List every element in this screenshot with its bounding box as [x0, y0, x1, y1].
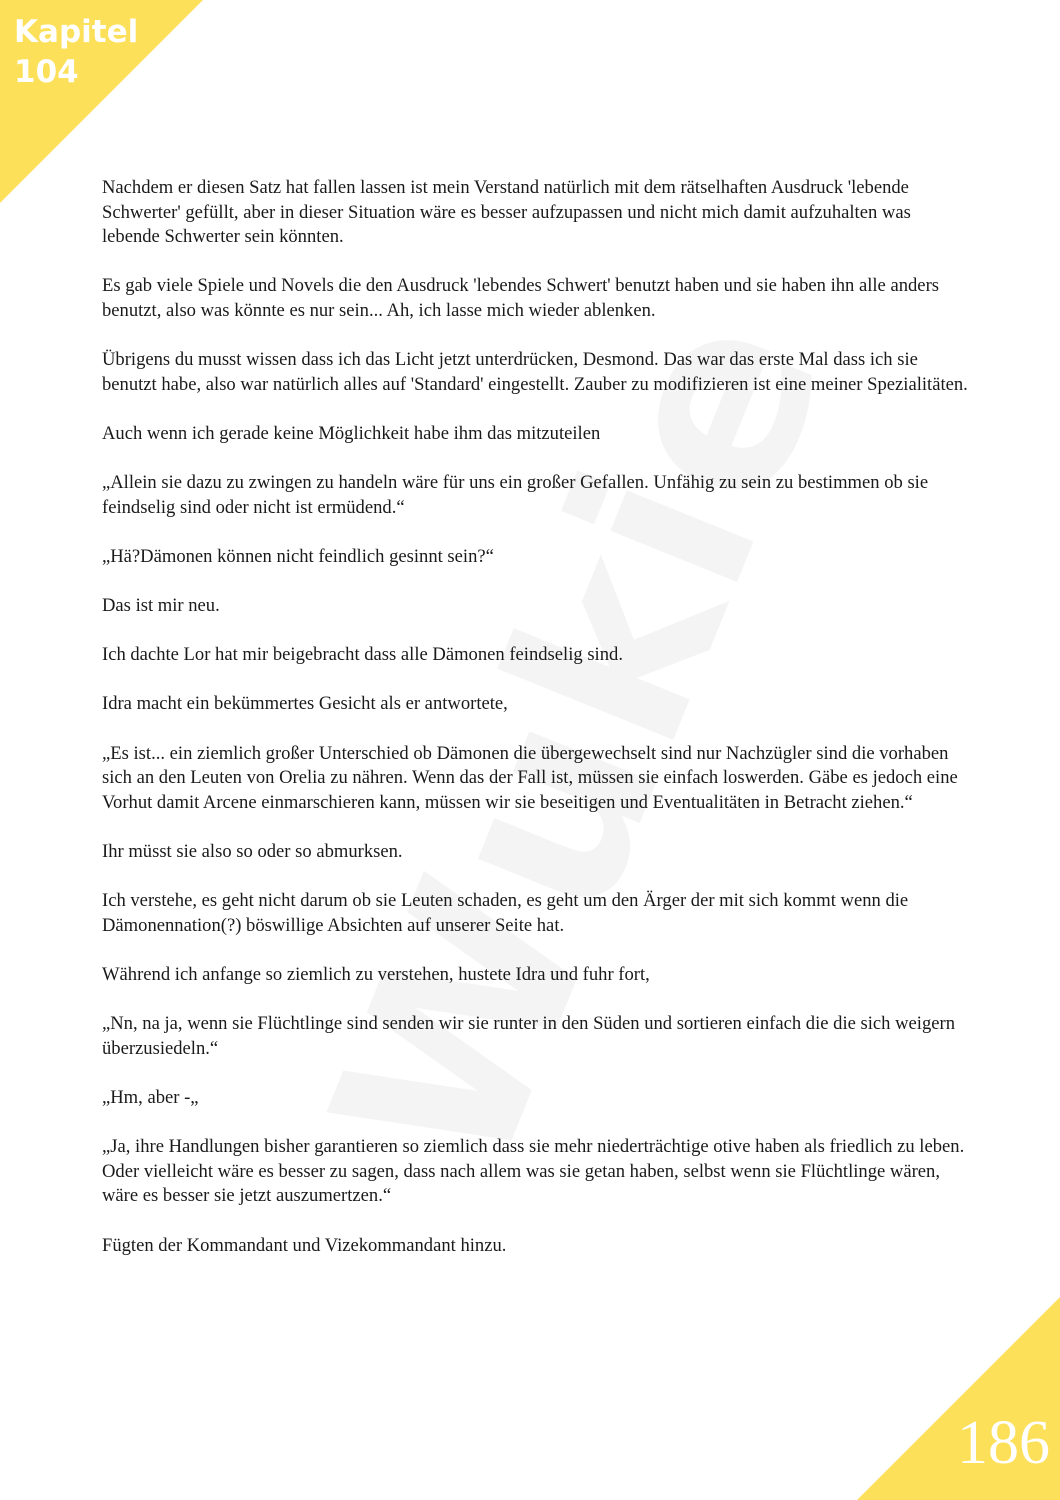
paragraph: Fügten der Kommandant und Vizekommandant hinzu.	[102, 1234, 507, 1256]
chapter-number: 104	[14, 54, 79, 90]
paragraph: „Nn, na ja, wenn sie Flüchtlinge sind senden wir sie runter in den Süden und sortieren einfach die die sich weigern überzusiedeln.“	[102, 1013, 956, 1059]
paragraph: „Allein sie dazu zu zwingen zu handeln wäre für uns ein großer Gefallen. Unfähig zu sein zu bestimmen ob sie feindselig sind oder nicht ist ermüdend.“	[102, 472, 929, 518]
paragraph: Übrigens du musst wissen dass ich das Licht jetzt unterdrücken, Desmond. Das war das erste Mal dass ich sie benutzt habe, also war natürlich alles auf 'Standard' eingestellt. Zauber zu modifizieren ist eine meiner Spezialitäten.	[102, 349, 968, 395]
paragraph: „Hä?Dämonen können nicht feindlich gesinnt sein?“	[102, 545, 494, 567]
paragraph: Nachdem er diesen Satz hat fallen lassen ist mein Verstand natürlich mit dem rätselhaften Ausdruck 'lebende Schwerter' gefüllt, aber in dieser Situation wäre es besser aufzupassen und nicht mich damit aufzuhalten was lebende Schwerter sein könnten.	[102, 177, 911, 248]
paragraph: Ich dachte Lor hat mir beigebracht dass alle Dämonen feindselig sind.	[102, 644, 623, 666]
paragraph: Das ist mir neu.	[102, 595, 220, 617]
paragraph: Auch wenn ich gerade keine Möglichkeit habe ihm das mitzuteilen	[102, 422, 601, 444]
chapter-body	[102, 176, 972, 1283]
paragraph: Es gab viele Spiele und Novels die den Ausdruck 'lebendes Schwert' benutzt haben und sie haben ihn alle anders benutzt, also was könnte es nur sein... Ah, ich lasse mich wieder ablenken.	[102, 275, 939, 321]
paragraph: Idra macht ein bekümmertes Gesicht als er antwortete,	[102, 693, 508, 715]
chapter-label	[14, 12, 138, 92]
paragraph: „Ja, ihre Handlungen bisher garantieren so ziemlich dass sie mehr niederträchtige otive haben als friedlich zu leben. Oder vielleicht wäre es besser zu sagen, dass nach allem was sie getan haben, selbst wenn sie Flüchtlinge wären, wäre es besser sie jetzt auszumertzen.“	[102, 1136, 965, 1207]
chapter-word: Kapitel	[14, 14, 139, 50]
paragraph: Ich verstehe, es geht nicht darum ob sie Leuten schaden, es geht um den Ärger der mit sich kommt wenn die Dämonennation(?) böswillige Absichten auf unserer Seite hat.	[102, 890, 909, 936]
paragraph: Ihr müsst sie also so oder so abmurksen.	[102, 841, 403, 863]
page-number: 186	[957, 1409, 1050, 1477]
paragraph: „Es ist... ein ziemlich großer Unterschied ob Dämonen die übergewechselt sind nur Nachzügler sind die vorhaben sich an den Leuten von Orelia zu nähren. Wenn das der Fall ist, müssen sie einfach loswerden. Gäbe es jedoch eine Vorhut damit Arcene einmarschieren kann, müssen wir sie beseitigen und Eventualitäten in Betracht ziehen.“	[102, 742, 958, 813]
paragraph: Während ich anfange so ziemlich zu verstehen, hustete Idra und fuhr fort,	[102, 964, 650, 985]
paragraph: „Hm, aber -„	[102, 1086, 199, 1108]
